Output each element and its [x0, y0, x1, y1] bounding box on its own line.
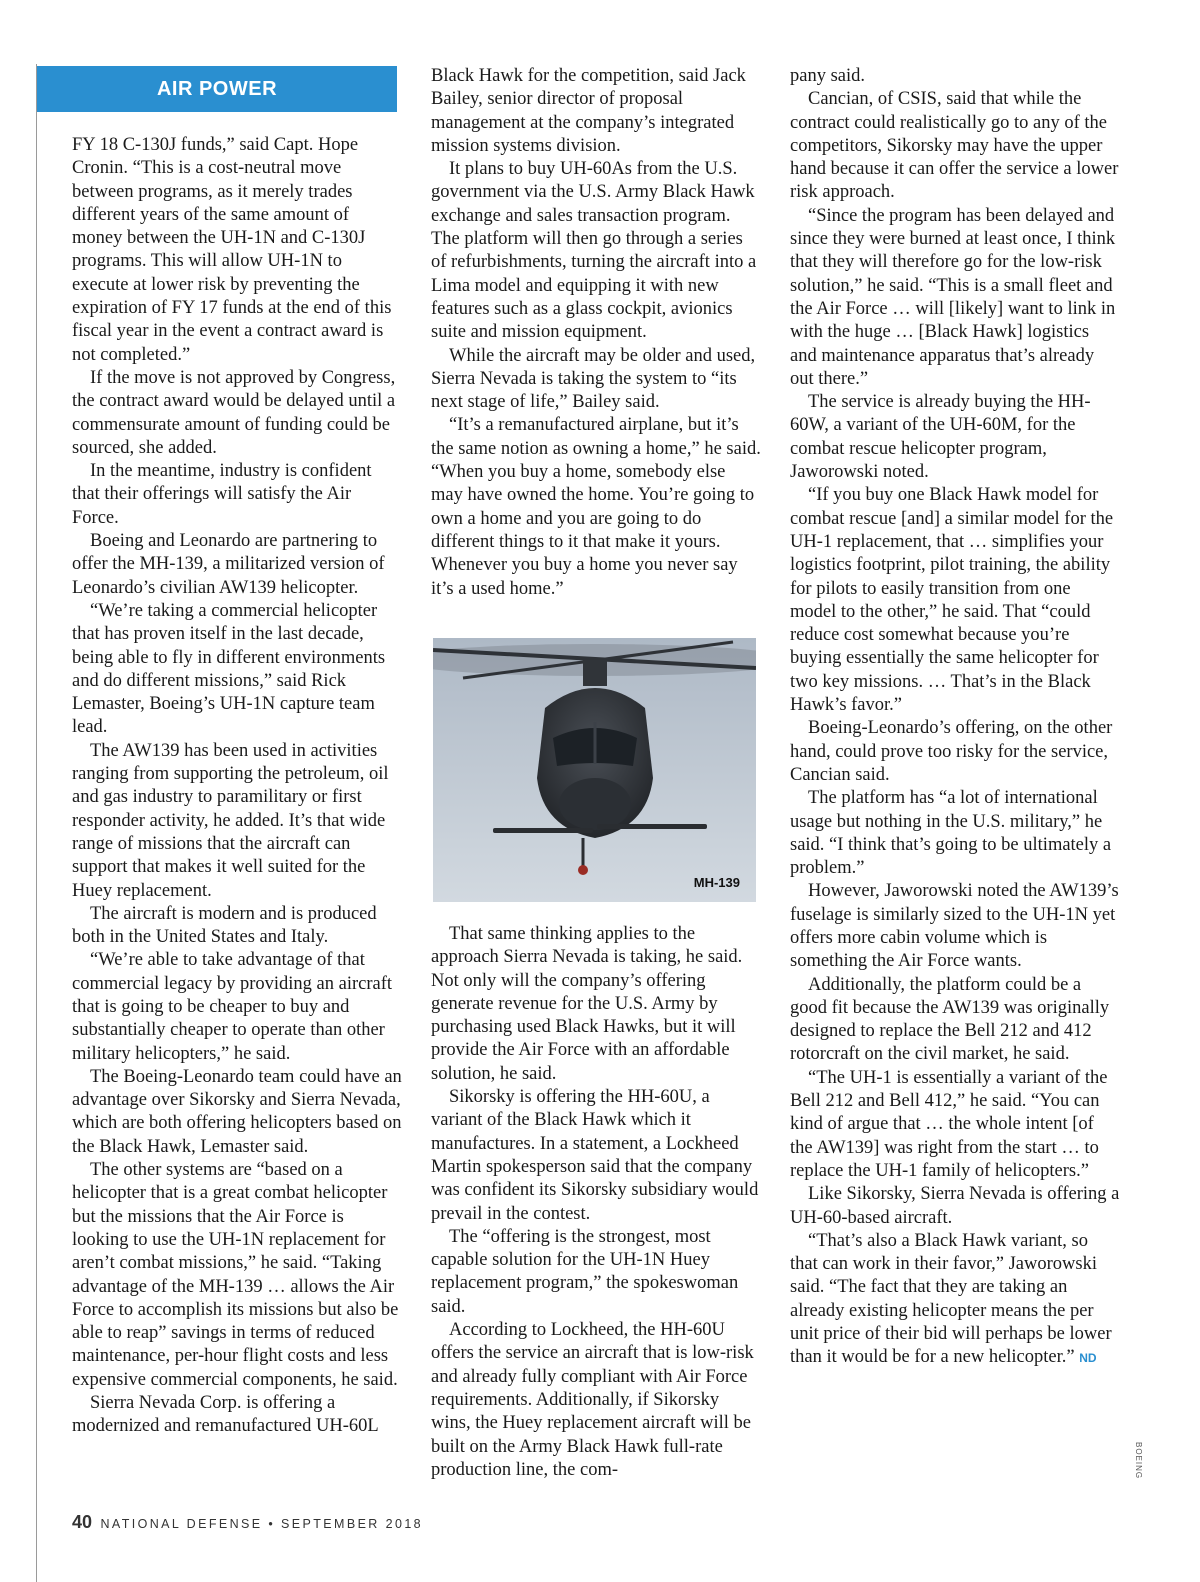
paragraph: pany said. [790, 66, 866, 86]
paragraph: The Boeing-Leonardo team could have an advantage over Sikorsky and Sierra Nevada, which are both offering helicopters based on the Black Hawk, Lemaster said. [72, 1066, 402, 1157]
paragraph: “Since the program has been delayed and since they were burned at least once, I think that they will therefore go for the low-risk solution,” he said. “This is a small fleet and the Air Force … will [likely] want to link in with the huge … [Black Hawk] logistics and maintenance apparatus that’s already out there.” [790, 205, 1116, 389]
paragraph: In the meantime, industry is confident that their offerings will satisfy the Air Force. [72, 461, 372, 528]
paragraph: The “offering is the strongest, most capable solution for the UH-1N Huey replacement program,” the spokeswoman said. [431, 1226, 739, 1317]
paragraph: According to Lockheed, the HH-60U offers the service an aircraft that is low-risk and already fully compliant with Air Force requirements. Additionally, if Sikorsky wins, the Huey replacement aircraft will be built on the Army Black Hawk full-rate production line, the com- [431, 1320, 754, 1480]
paragraph: The service is already buying the HH-60W, a variant of the UH-60M, for the combat rescue helicopter program, Jaworowski noted. [790, 392, 1091, 483]
helicopter-image [433, 638, 756, 902]
paragraph: Cancian, of CSIS, said that while the contract could realistically go to any of the competitors, Sikorsky may have the upper hand because it can offer the service a lower risk approach. [790, 89, 1119, 203]
article-column-2-bottom [431, 923, 761, 1482]
magazine-issue: NATIONAL DEFENSE • SEPTEMBER 2018 [100, 1517, 424, 1531]
paragraph: The aircraft is modern and is produced both in the United States and Italy. [72, 903, 377, 948]
paragraph: Like Sikorsky, Sierra Nevada is offering a UH-60-based aircraft. [790, 1184, 1120, 1228]
paragraph: That same thinking applies to the approach Sierra Nevada is taking, he said. Not only will the company’s offering generate revenue for the U.S. Army by purchasing used Black Hawks, but it will provide the Air Force with an affordable solution, he said. [431, 924, 743, 1084]
article-column-3 [790, 65, 1120, 1371]
paragraph-final [790, 1230, 1120, 1371]
photo-caption-label: MH-139 [693, 875, 740, 890]
paragraph: The other systems are “based on a helicopter that is a great combat helicopter but the missions that the Air Force is looking to use the UH-1N replacement for aren’t combat missions,” he said. “Taking advantage of the MH-139 … allows the Air Force to accomplish its missions but also be able to reap” savings in terms of reduced maintenance, per-hour flight costs and less expensive commercial components, he said. [72, 1160, 399, 1390]
paragraph: Boeing and Leonardo are partnering to offer the MH-139, a militarized version of Leonardo’s civilian AW139 helicopter. [72, 531, 385, 598]
page-number: 40 [72, 1512, 93, 1532]
paragraph-text: “That’s also a Black Hawk variant, so that can work in their favor,” Jaworowski said. “The fact that they are taking an already existing helicopter means the per unit price of their bid will perhaps be lower than it would be for a new helicopter.” [790, 1230, 1112, 1368]
paragraph: Sierra Nevada Corp. is offering a modernized and remanufactured UH-60L [72, 1393, 379, 1437]
article-column-1 [72, 134, 402, 1439]
article-column-2-top [431, 65, 761, 601]
paragraph: Additionally, the platform could be a good fit because the AW139 was originally designed to replace the Bell 212 and 412 rotorcraft on the civil market, he said. [790, 974, 1110, 1065]
column-rule [36, 64, 37, 1582]
paragraph: If the move is not approved by Congress, the contract award would be delayed until a commensurate amount of funding could be sourced, she added. [72, 367, 396, 458]
paragraph: “The UH-1 is essentially a variant of the Bell 212 and Bell 412,” he said. “You can kind of argue that … the whole intent [of the AW139] was right from the start … to replace the UH-1 family of helicopters.” [790, 1067, 1108, 1181]
paragraph: “We’re taking a commercial helicopter that has proven itself in the last decade, being able to fly in different environments and do different missions,” said Rick Lemaster, Boeing’s UH-1N capture team lead. [72, 600, 386, 738]
paragraph: The AW139 has been used in activities ranging from supporting the petroleum, oil and gas industry to paramilitary or first responder activity, he added. It’s that wide range of missions that the aircraft can support that makes it well suited for the Huey replacement. [72, 740, 389, 901]
paragraph: However, Jaworowski noted the AW139’s fuselage is similarly sized to the UH-1N yet offers more cabin volume which is something the Air Force wants. [790, 881, 1119, 972]
paragraph: “If you buy one Black Hawk model for combat rescue [and] a similar model for the UH-1 replacement, that … simplifies your logistics footprint, pilot training, the ability for pilots to easily transition from one model to the other,” he said. That “could reduce cost somewhat because you’re buying essentially the same helicopter for two key missions. … That’s in the Black Hawk’s favor.” [790, 485, 1114, 716]
paragraph: Sikorsky is offering the HH-60U, a variant of the Black Hawk which it manufactures. In a statement, a Lockheed Martin spokesperson said that the company was confident its Sikorsky subsidiary would prevail in the contest. [431, 1087, 759, 1224]
paragraph: “We’re able to take advantage of that commercial legacy by providing an aircraft that is going to be cheaper to buy and substantially cheaper to operate than other military helicopters,” he said. [72, 950, 393, 1064]
paragraph: FY 18 C-130J funds,” said Capt. Hope Cronin. “This is a cost-neutral move between programs, as it merely trades different years of the same amount of money between the UH-1N and C-130J programs. This will allow UH-1N to execute at lower risk by preventing the expiration of FY 17 funds at the end of this fiscal year in the event a contract award is not completed.” [72, 135, 392, 365]
end-mark: ND [1079, 1351, 1097, 1366]
paragraph: The platform has “a lot of international usage but nothing in the U.S. military,” he said. “I think that’s going to be ultimately a problem.” [790, 788, 1112, 879]
paragraph: It plans to buy UH-60As from the U.S. government via the U.S. Army Black Hawk exchange and sales transaction program. The platform will then go through a series of refurbishments, turning the aircraft into a Lima model and equipping it with new features such as a glass cockpit, avionics suite and mission equipment. [431, 159, 757, 343]
section-header: AIR POWER [37, 66, 397, 112]
helicopter-photo [433, 638, 756, 902]
paragraph: While the aircraft may be older and used, Sierra Nevada is taking the system to “its next stage of life,” Bailey said. [431, 345, 756, 413]
photo-credit: BOEING [1134, 1442, 1143, 1480]
page-footer [72, 1512, 423, 1533]
paragraph: “It’s a remanufactured airplane, but it’s the same notion as owning a home,” he said. “When you buy a home, somebody else may have owned the home. You’re going to own a home and you are going to do different things to it that make it yours. Whenever you buy a home you never say it’s a used home.” [431, 415, 761, 599]
paragraph: Boeing-Leonardo’s offering, on the other hand, could prove too risky for the service, Cancian said. [790, 718, 1113, 785]
paragraph: Black Hawk for the competition, said Jack Bailey, senior director of proposal management at the company’s integrated mission systems division. [431, 66, 746, 156]
